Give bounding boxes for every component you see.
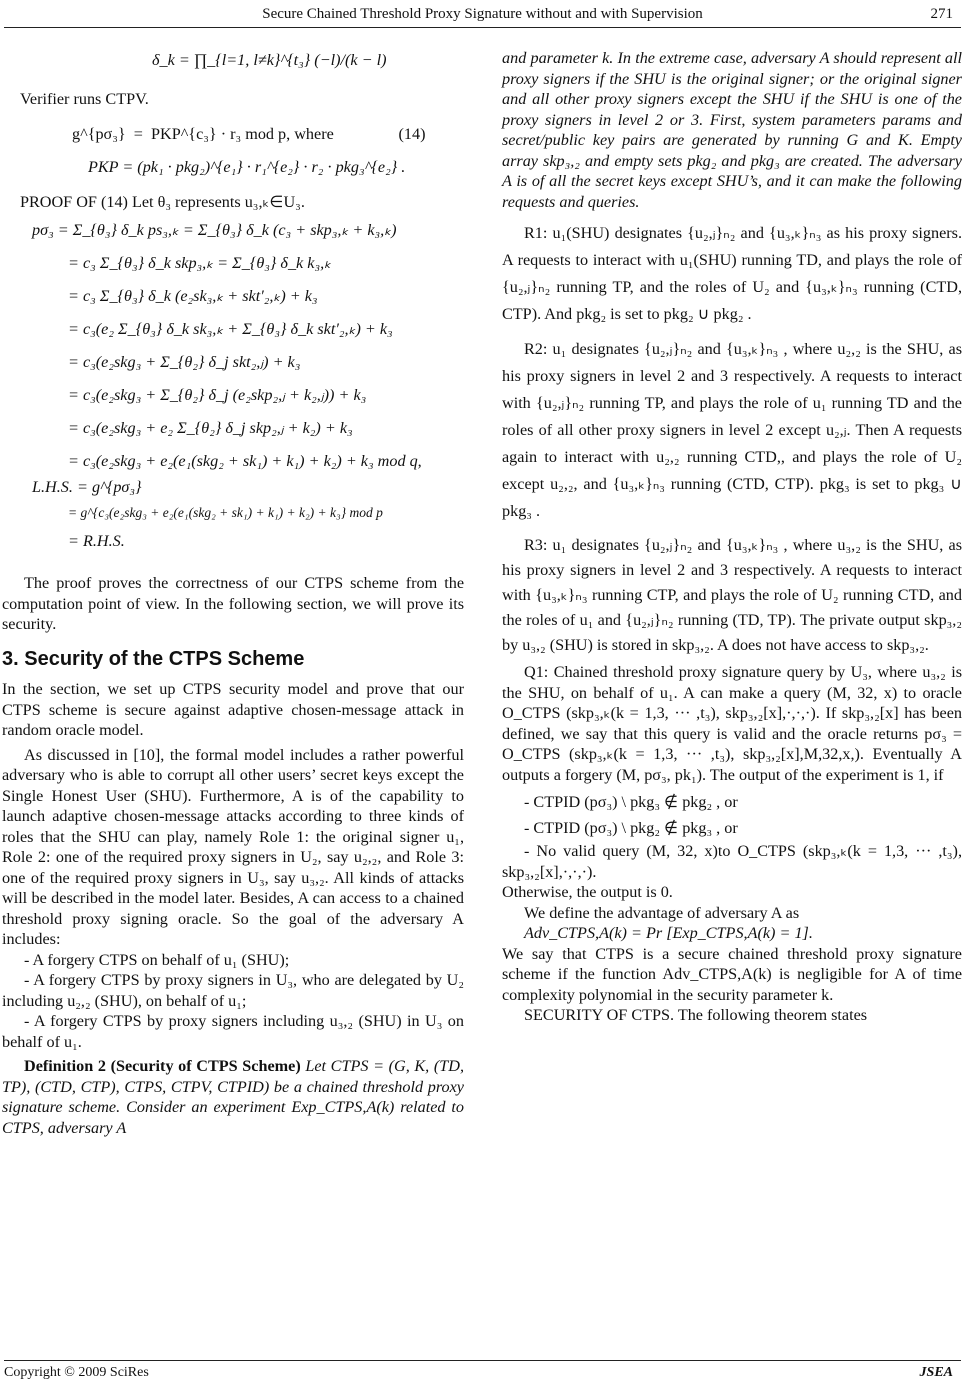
- otherwise-line: Otherwise, the output is 0.: [502, 883, 673, 901]
- paragraph-model: As discussed in [10], the formal model includes a rather powerful adversary who is able to corrupt all other users’ secret keys except the Single Honest User (SHU). Furthermore, A is of the capability to launch adaptive chosen-message attacks according to three kinds of roles that the SHU can play, namely Role 1: the original signer u₁, Role 2: one of the required proxy signers in U₂, say u₂,₂, and Role 3: one of the required proxy signers in U₃, say u₃,₂. All kinds of attacks will be described in the model later. Besides, A can access to a chained threshold proxy signing oracle. So the goal of the adversary A includes:: [2, 745, 464, 948]
- goal-item: - A forgery CTPS by proxy signers in U₃, who are delegated by U₂ including u₂,₂ (SHU), on behalf of u₁;: [2, 971, 464, 1010]
- equation-pkp: PKP = (pk₁ · pkg₂)^{e₁} · r₁^{e₂} · r₂ · pkg₃^{e₂} .: [88, 157, 406, 176]
- proof-line: = R.H.S.: [68, 532, 125, 550]
- proof-intro: PROOF OF (14) Let θ₃ represents u₃,ₖ∈U₃.: [20, 192, 305, 211]
- proof-line: = c₃(e₂skg₃ + e₂ Σ_{θ₂} δ_j skp₂,ⱼ + k₂) + k₃: [68, 419, 353, 437]
- section-heading: 3. Security of the CTPS Scheme: [2, 647, 305, 670]
- journal-name: JSEA: [919, 1365, 953, 1380]
- equation-14: g^{pσ₃} = PKP^{c₃} · r₃ mod p, where (14): [72, 124, 426, 143]
- query-q1: Q1: Chained threshold proxy signature query by U₃, where u₃,₂ is the SHU, on behalf of u₁. A can make a query (M, 32, x) to oracle O_CTPS (skp₃,ₖ(k = 1,3, ··· ,t₃), skp₃,₂[x],·,·,·). If skp₃,₂[x] has been defined, we say that this query is valid and the oracle returns pσ₃ = O_CTPS (skp₃,ₖ(k = 1,3, ··· ,t₃), skp₃,₂[x],M,32,x,). Eventually A outputs a forgery (M, pσ₃, pk₁). The output of the experiment is 1, if: [502, 663, 962, 784]
- request-r1: R1: u₁(SHU) designates {u₂,ⱼ}ₙ₂ and {u₃,ₖ}ₙ₃ as his proxy signers. A requests to interact with u₁(SHU) running TD, and plays the role of {u₂,ⱼ}ₙ₂ running TP, and the roles of U₂ and {u₃,ₖ}ₙ₃ running (CTD, CTP). And pkg₂ is set to pkg₂ ∪ pkg₂ .: [502, 224, 962, 323]
- paragraph-section-intro: In the section, we set up CTPS security model and prove that our CTPS scheme is secure against adaptive chosen-message attack in random oracle model.: [2, 680, 464, 739]
- page-number: 271: [930, 6, 953, 22]
- security-statement: SECURITY OF CTPS. The following theorem states: [524, 1006, 868, 1024]
- verifier-line: Verifier runs CTPV.: [20, 90, 149, 108]
- page-header: [0, 0, 965, 30]
- header-rule: [4, 27, 961, 28]
- goal-item: - A forgery CTPS by proxy signers including u₃,₂ (SHU) in U₃ on behalf of u₁.: [2, 1012, 464, 1051]
- footer-rule: [4, 1360, 961, 1361]
- proof-line: = c₃ Σ_{θ₃} δ_k skp₃,ₖ = Σ_{θ₃} δ_k k₃,ₖ: [68, 254, 332, 272]
- proof-line: L.H.S. = g^{pσ₃}: [32, 478, 142, 496]
- copyright: Copyright © 2009 SciRes: [4, 1365, 149, 1380]
- proof-line: = c₃(e₂skg₃ + Σ_{θ₂} δ_j skt₂,ⱼ) + k₃: [68, 353, 301, 371]
- definition-heading: Definition 2 (Security of CTPS Scheme): [24, 1057, 301, 1075]
- secure-definition: We say that CTPS is a secure chained threshold proxy signature scheme if the function Adv_CTPS,A(k) is negligible for A of time complexity polynomial in the security parameter k.: [502, 944, 962, 1004]
- advantage-equation: Adv_CTPS,A(k) = Pr [Exp_CTPS,A(k) = 1].: [524, 924, 813, 942]
- proof-derivation: [2, 220, 464, 555]
- condition-1: - CTPID (pσ₃) \ pkg₃ ∉ pkg₂ , or: [524, 793, 738, 811]
- proof-line: = c₃(e₂ Σ_{θ₃} δ_k sk₃,ₖ + Σ_{θ₃} δ_k skt′₂,ₖ) + k₃: [68, 320, 393, 338]
- proof-line: = c₃(e₂skg₃ + e₂(e₁(skg₂ + sk₁) + k₁) + k₂) + k₃ mod q,: [68, 452, 422, 470]
- request-r3: R3: u₁ designates {u₂,ⱼ}ₙ₂ and {u₃,ₖ}ₙ₃ , where u₃,₂ is the SHU, as his proxy signers in level 2 and 3 respectively. A requests to interact with {u₃,ₖ}ₙ₃ running CTP, and plays the role of U₂ running CTD, and the roles of u₁ and {u₂,ⱼ}ₙ₂ running (TD, TP). The private output skp₃,₂ by u₃,₂ (SHU) is stored in skp₃,₂. A does not have access to skp₃,₂.: [502, 536, 962, 654]
- paragraph-proof-summary: The proof proves the correctness of our CTPS scheme from the computation point of view. In the following section, we will prove its security.: [2, 574, 464, 633]
- equation-delta: δ_k = ∏_{l=1, l≠k}^{t₃} (−l)/(k − l): [152, 51, 387, 69]
- proof-line: = c₃ Σ_{θ₃} δ_k (e₂sk₃,ₖ + skt′₂,ₖ) + k₃: [68, 287, 318, 305]
- goal-item: - A forgery CTPS on behalf of u₁ (SHU);: [24, 950, 290, 969]
- definition-body: Let CTPS = (G, K, (TD, TP), (CTD, CTP), CTPS, CTPV, CTPID) be a chained threshold proxy signature scheme. Consider an experiment Exp_CTPS,A(k) related to CTPS, adversary A: [2, 1057, 464, 1137]
- proof-line: = g^{c₃(e₂skg₃ + e₂(e₁(skg₂ + sk₁) + k₁) + k₂) + k₃} mod p: [68, 505, 383, 520]
- proof-line: = c₃(e₂skg₃ + Σ_{θ₂} δ_j (e₂skp₂,ⱼ + k₂,ⱼ)) + k₃: [68, 386, 367, 404]
- paragraph-continued: and parameter k. In the extreme case, adversary A should represent all proxy signers if the SHU is the original signer; or the original signer and all other proxy signers except the SHU if the SHU is one of the proxy signers in level 2 or 3. First, system parameters params and secret/public key pairs are generated by running G and K. Empty array skp₃,₂ and empty sets pkg₂ and pkg₃ are created. The adversary A is of all the secret keys except SHU’s, and it can make the following requests and queries.: [502, 49, 962, 211]
- right-column: [502, 48, 962, 1026]
- proof-line: pσ₃ = Σ_{θ₃} δ_k ps₃,ₖ = Σ_{θ₃} δ_k (c₃ + skp₃,ₖ + k₃,ₖ): [32, 221, 397, 239]
- left-column: [2, 50, 464, 1138]
- condition-3: - No valid query (M, 32, x)to O_CTPS (skp₃,ₖ(k = 1,3, ··· ,t₃), skp₃,₂[x],·,·,·).: [502, 842, 962, 881]
- request-r2: R2: u₁ designates {u₂,ⱼ}ₙ₂ and {u₃,ₖ}ₙ₃ , where u₂,₂ is the SHU, as his proxy signers in level 2 and 3 respectively. A requests to interact with {u₂,ⱼ}ₙ₂ running TP, and plays the role of u₁ running TD and the roles of all other proxy signers in level 2 except u₂,ⱼ. Then A requests again to interact with u₂,₂ running CTD,, and plays the role of U₂ except u₂,₂, and {u₃,ₖ}ₙ₃ running (CTD, CTP). pkg₃ is set to pkg₃ ∪ pkg₃ .: [502, 340, 962, 520]
- advantage-definition: We define the advantage of adversary A as: [524, 903, 800, 922]
- running-title: Secure Chained Threshold Proxy Signature without and with Supervision: [262, 6, 703, 22]
- condition-2: - CTPID (pσ₃) \ pkg₂ ∉ pkg₃ , or: [524, 819, 738, 837]
- definition-2: [2, 1056, 464, 1138]
